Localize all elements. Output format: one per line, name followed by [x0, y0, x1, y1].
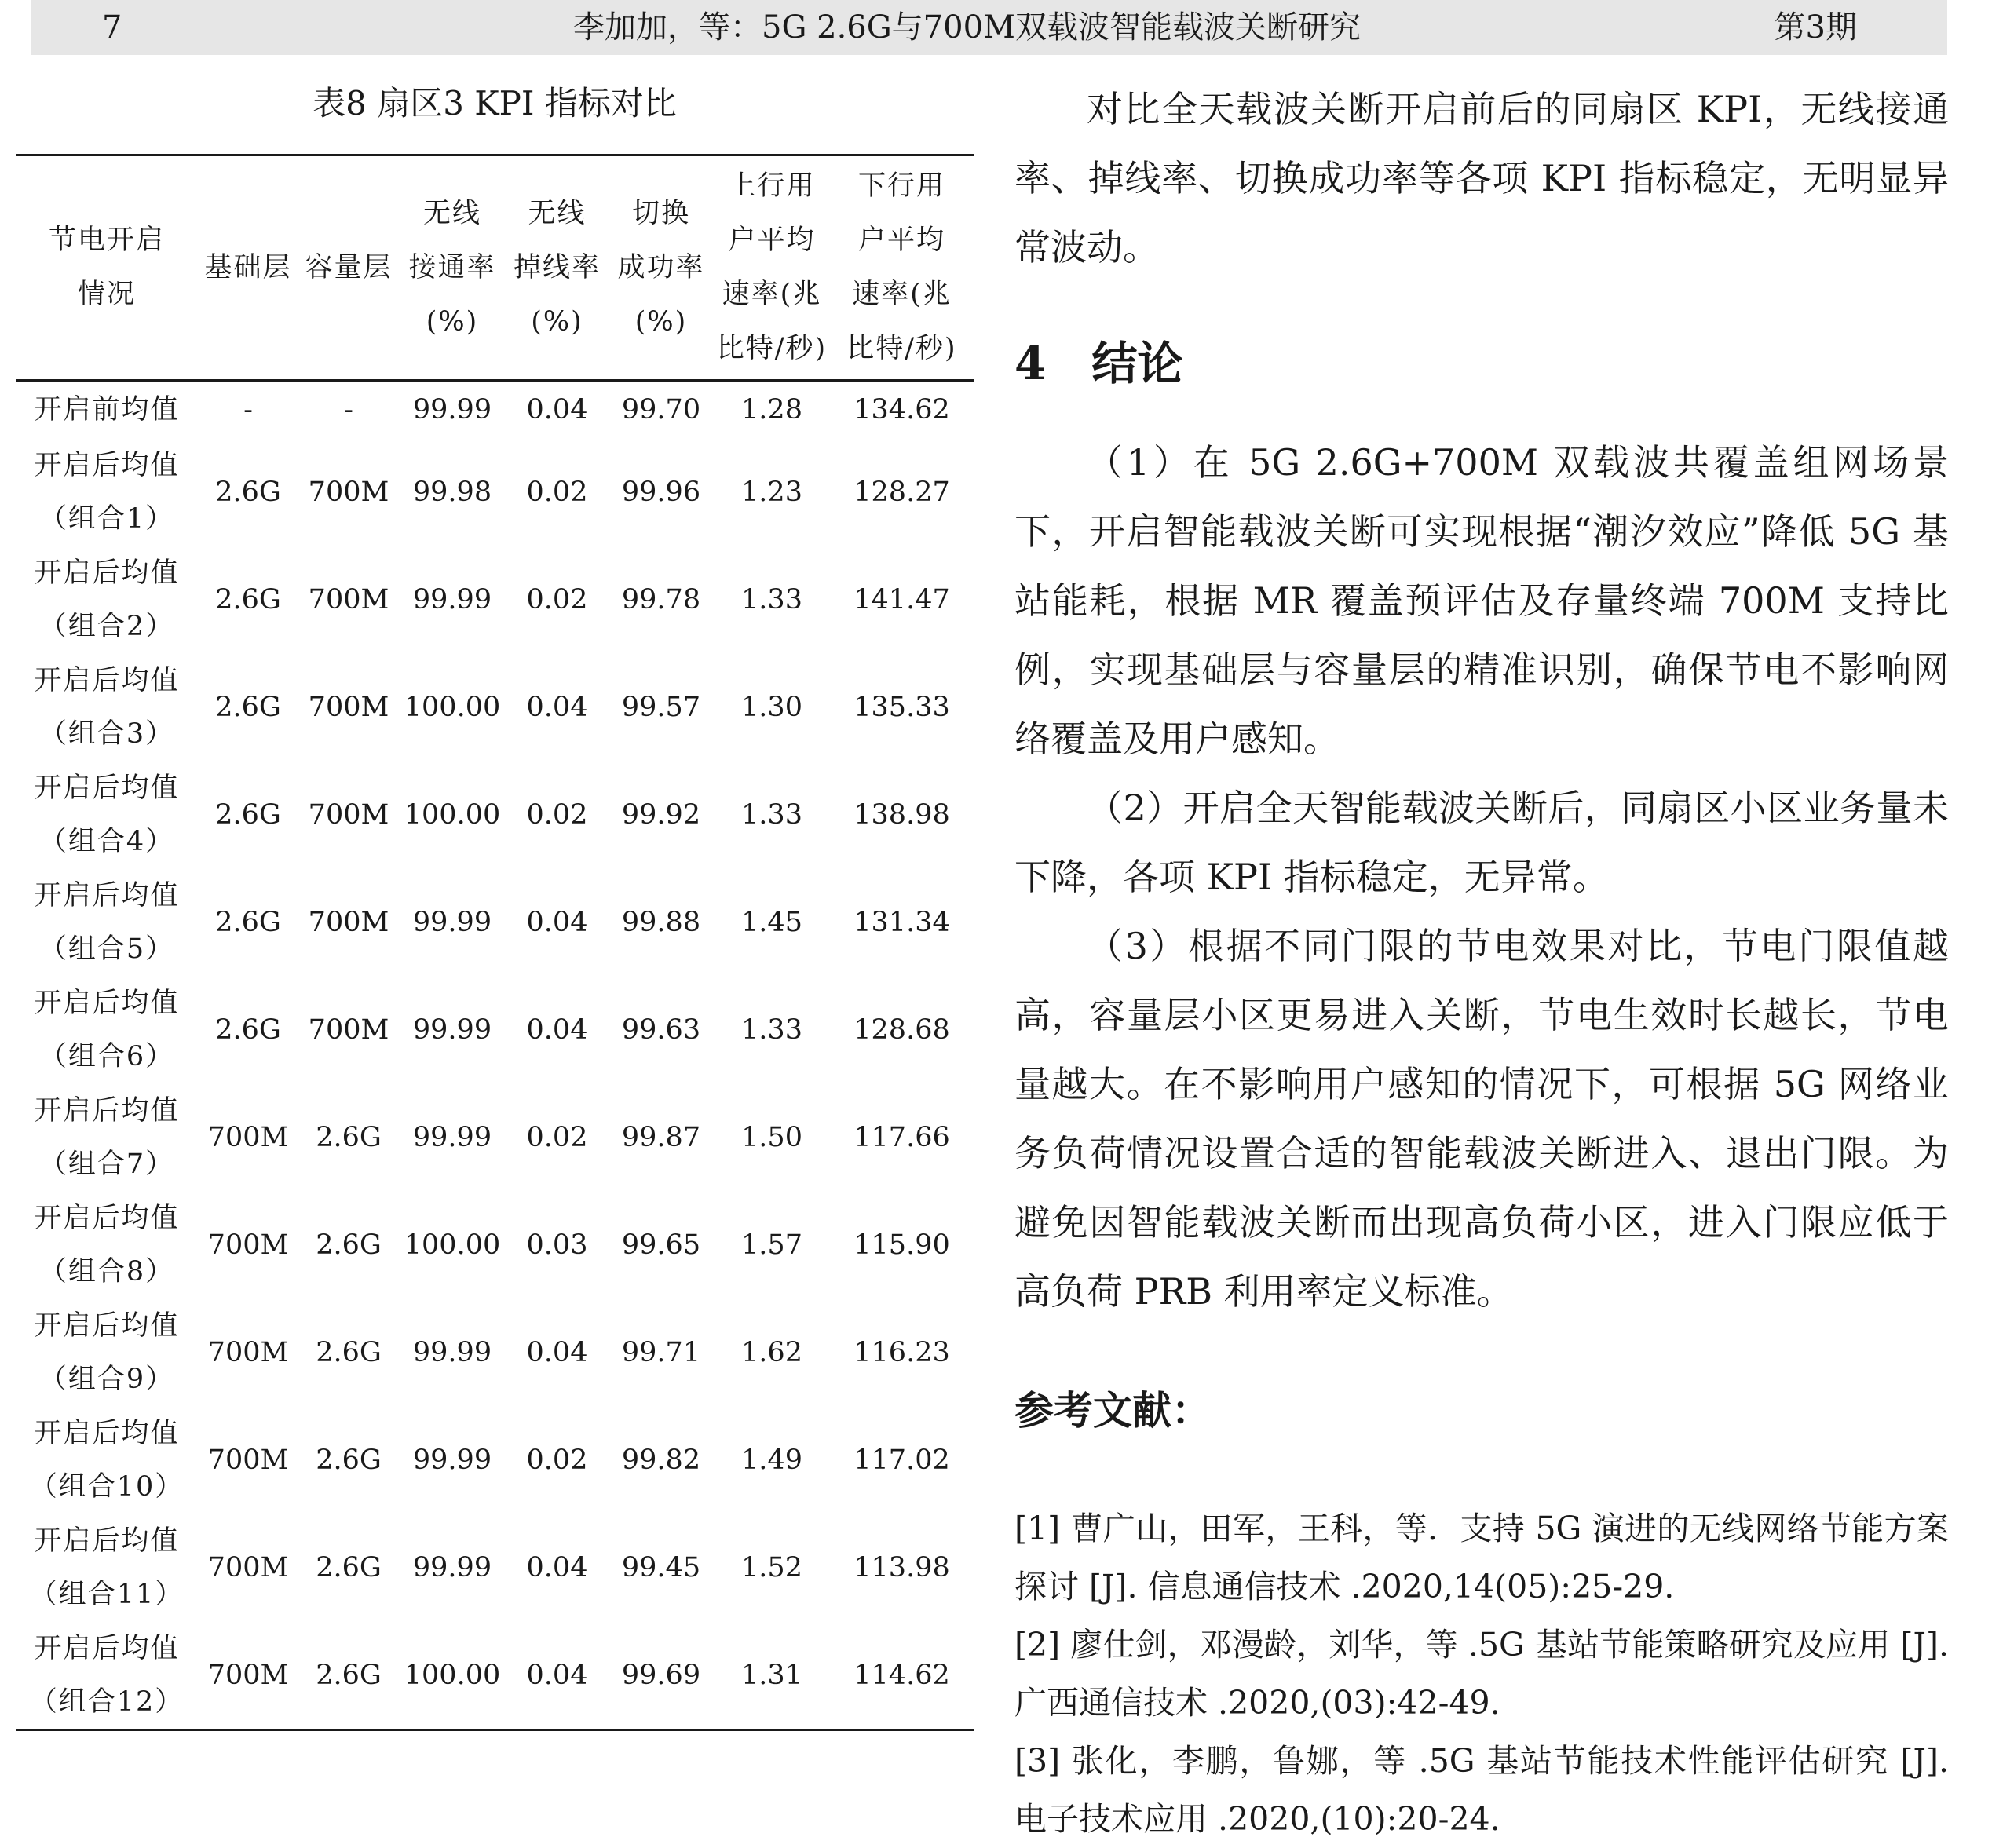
row-label-cell	[16, 1514, 198, 1621]
table-caption: 表8 扇区3 KPI 指标对比	[313, 84, 677, 122]
column-header-line: (%)	[426, 305, 479, 338]
capacity-layer-cell: 700M	[308, 583, 389, 615]
handover-rate-cell: 99.96	[621, 476, 701, 508]
handover-rate-cell: 99.65	[621, 1229, 701, 1261]
table-row	[16, 381, 974, 439]
drop-rate-cell: 0.02	[526, 583, 588, 615]
capacity-layer-cell: 700M	[308, 906, 389, 938]
base-layer-cell: 2.6G	[215, 906, 281, 938]
column-header-line: 户平均	[857, 225, 945, 256]
row-label-line: 开启后均值	[34, 664, 180, 696]
row-label-cell	[16, 976, 198, 1083]
reference-item: [1] 曹广山，田军，王科，等．支持 5G 演进的无线网络节能方案探讨 [J]. 信息通信技术 .2020,14(05):25-29.	[1014, 1510, 1949, 1605]
access-rate-cell: 99.99	[412, 394, 492, 425]
base-layer-cell: 2.6G	[215, 798, 281, 831]
column-header-line: 上行用	[728, 170, 816, 202]
downlink-rate-cell: 113.98	[853, 1551, 950, 1583]
intro-block	[1014, 75, 1949, 282]
base-layer-cell: 2.6G	[215, 691, 281, 723]
handover-rate-cell: 99.45	[621, 1551, 701, 1583]
section-heading: 4 结论	[1014, 337, 1183, 390]
conclusion-block	[1014, 428, 1949, 1326]
row-label-line: 开启后均值	[34, 772, 180, 804]
column-header-line: 速率(兆	[852, 279, 952, 310]
row-label-cell	[16, 1083, 198, 1191]
column-header	[830, 155, 974, 381]
uplink-rate-cell: 1.33	[741, 583, 802, 615]
conclusion-paragraph-3: （3）根据不同门限的节电效果对比，节电门限值越高，容量层小区更易进入关断，节电生效时长越长，节电量越大。在不影响用户感知的情况下，可根据 5G 网络业务负荷情况设置合适的智能载波关断进入、退出门限。为避免因智能载波关断而出现高负荷小区，进入门限应低于高负荷 PRB 利用率定义标准。	[1014, 925, 1949, 1313]
access-rate-cell: 99.99	[412, 1121, 492, 1153]
downlink-rate-cell: 114.62	[830, 1621, 974, 1730]
column-header	[609, 155, 714, 381]
table-row	[16, 976, 974, 1083]
column-header-line: 比特/秒)	[716, 333, 828, 364]
capacity-layer-cell: 2.6G	[316, 1336, 382, 1368]
uplink-rate-cell: 1.57	[741, 1229, 802, 1261]
row-label-cell	[16, 546, 198, 653]
capacity-layer-cell: 700M	[308, 691, 389, 723]
column-header-line: (%)	[634, 305, 688, 338]
handover-rate-cell: 99.57	[621, 691, 701, 723]
row-label-line: （组合1）	[38, 502, 175, 535]
issue-number: 第3期	[1774, 9, 1857, 46]
access-rate-cell: 99.99	[412, 1444, 492, 1476]
table-body	[16, 381, 974, 1730]
column-header-line: 掉线率	[513, 251, 601, 283]
row-label-line: 开启后均值	[34, 1525, 180, 1557]
table-row	[16, 1083, 974, 1191]
column-header-line: (%)	[531, 305, 583, 338]
row-label-line: 开启前均值	[34, 394, 180, 425]
row-label-line: （组合12）	[29, 1685, 185, 1718]
uplink-rate-cell: 1.23	[741, 476, 802, 508]
base-layer-cell: 700M	[198, 1621, 298, 1730]
uplink-rate-cell: 1.62	[741, 1336, 802, 1368]
row-label-cell	[16, 1298, 198, 1406]
capacity-layer-cell: 2.6G	[316, 1229, 382, 1261]
references-title: 参考文献：	[1014, 1387, 1211, 1433]
capacity-layer-cell: 2.6G	[298, 1621, 399, 1730]
handover-rate-cell: 99.92	[621, 798, 701, 831]
uplink-rate-cell: 1.30	[741, 691, 802, 723]
downlink-rate-cell: 117.02	[853, 1444, 950, 1476]
column-header-line: 容量层	[305, 251, 393, 283]
uplink-rate-cell: 1.28	[741, 394, 802, 425]
column-header	[198, 155, 298, 381]
handover-rate-cell: 99.71	[621, 1336, 701, 1368]
uplink-rate-cell: 1.33	[741, 1013, 802, 1046]
reference-item: [3] 张化，李鹏，鲁娜，等 .5G 基站节能技术性能评估研究 [J]. 电子技术应用 .2020,(10):20-24.	[1014, 1742, 1949, 1838]
table-row	[16, 1514, 974, 1621]
drop-rate-cell: 0.04	[526, 691, 588, 723]
downlink-rate-cell: 128.27	[853, 476, 950, 508]
row-label-cell	[16, 868, 198, 976]
downlink-rate-cell: 115.90	[853, 1229, 950, 1261]
access-rate-cell: 100.00	[404, 798, 501, 831]
drop-rate-cell: 0.04	[526, 394, 588, 425]
kpi-table-container	[16, 154, 974, 1731]
drop-rate-cell: 0.04	[526, 906, 588, 938]
base-layer-cell: 700M	[207, 1229, 289, 1261]
row-label-line: （组合9）	[38, 1363, 175, 1395]
handover-rate-cell: 99.69	[609, 1621, 714, 1730]
row-label-cell	[16, 381, 198, 439]
capacity-layer-cell: 2.6G	[316, 1121, 382, 1153]
row-label-line: （组合6）	[38, 1040, 175, 1072]
uplink-rate-cell: 1.50	[741, 1121, 802, 1153]
drop-rate-cell: 0.02	[526, 798, 588, 831]
table-header-row	[16, 155, 974, 381]
column-header	[506, 155, 609, 381]
base-layer-cell: -	[243, 394, 253, 425]
row-label-line: 开启后均值	[34, 1309, 180, 1342]
drop-rate-cell: 0.02	[526, 1444, 588, 1476]
row-label-line: 开启后均值	[34, 1094, 180, 1127]
column-header-line: 情况	[77, 279, 136, 310]
table-row	[16, 761, 974, 868]
base-layer-cell: 2.6G	[215, 1013, 281, 1046]
row-label-line: （组合4）	[38, 825, 175, 857]
conclusion-paragraph-2: （2）开启全天智能载波关断后，同扇区小区业务量未下降，各项 KPI 指标稳定，无异常。	[1014, 787, 1949, 898]
access-rate-cell: 99.99	[412, 583, 492, 615]
column-header-line: 比特/秒)	[846, 333, 957, 364]
conclusion-paragraph-1: （1）在 5G 2.6G+700M 双载波共覆盖组网场景下，开启智能载波关断可实现根据“潮汐效应”降低 5G 基站能耗，根据 MR 覆盖预评估及存量终端 700M 支持比例，实现基础层与容量层的精准识别，确保节电不影响网络覆盖及用户感知。	[1014, 441, 1949, 760]
uplink-rate-cell: 1.52	[741, 1551, 802, 1583]
column-header	[298, 155, 399, 381]
capacity-layer-cell: 2.6G	[316, 1444, 382, 1476]
row-label-line: 开启后均值	[34, 557, 180, 589]
handover-rate-cell: 99.78	[621, 583, 701, 615]
handover-rate-cell: 99.63	[621, 1013, 701, 1046]
downlink-rate-cell: 128.68	[853, 1013, 950, 1046]
row-label-cell	[16, 438, 198, 546]
handover-rate-cell: 99.82	[621, 1444, 701, 1476]
row-label-line: （组合11）	[29, 1578, 185, 1610]
running-header	[31, 0, 1947, 55]
downlink-rate-cell: 138.98	[853, 798, 950, 831]
downlink-rate-cell: 116.23	[853, 1336, 950, 1368]
capacity-layer-cell: 700M	[308, 798, 389, 831]
row-label-cell	[16, 761, 198, 868]
drop-rate-cell: 0.04	[526, 1013, 588, 1046]
table-row	[16, 868, 974, 976]
row-label-line: 开启后均值	[34, 1202, 180, 1234]
downlink-rate-cell: 135.33	[853, 691, 950, 723]
drop-rate-cell: 0.04	[506, 1621, 609, 1730]
capacity-layer-cell: 700M	[308, 476, 389, 508]
access-rate-cell: 99.98	[412, 476, 492, 508]
row-label-cell	[16, 1406, 198, 1514]
base-layer-cell: 700M	[207, 1121, 289, 1153]
drop-rate-cell: 0.02	[526, 1121, 588, 1153]
base-layer-cell: 700M	[207, 1551, 289, 1583]
table-row	[16, 1621, 974, 1730]
uplink-rate-cell: 1.45	[741, 906, 802, 938]
column-header-line: 接通率	[408, 251, 496, 283]
table-row	[16, 1191, 974, 1298]
column-header-line: 下行用	[857, 170, 945, 202]
access-rate-cell: 99.99	[412, 1013, 492, 1046]
column-header	[399, 155, 506, 381]
row-label-line: （组合10）	[29, 1470, 185, 1503]
page-number: 7	[102, 9, 122, 46]
capacity-layer-cell: 2.6G	[316, 1551, 382, 1583]
row-label-line: （组合2）	[38, 610, 175, 642]
handover-rate-cell: 99.87	[621, 1121, 701, 1153]
capacity-layer-cell: -	[344, 394, 353, 425]
column-header-line: 无线	[528, 197, 587, 229]
downlink-rate-cell: 131.34	[853, 906, 950, 938]
column-header-line: 户平均	[728, 225, 816, 256]
column-header-line: 成功率	[617, 251, 705, 283]
column-header-line: 速率(兆	[722, 279, 822, 310]
column-header	[714, 155, 830, 381]
table-row	[16, 438, 974, 546]
references-list	[1014, 1499, 1949, 1848]
row-label-line: （组合3）	[38, 718, 175, 750]
reference-item: [2] 廖仕剑，邓漫龄，刘华，等 .5G 基站节能策略研究及应用 [J]. 广西通信技术 .2020,(03):42-49.	[1014, 1626, 1949, 1722]
column-header-line: 节电开启	[48, 225, 165, 256]
access-rate-cell: 99.99	[412, 906, 492, 938]
table-row	[16, 1298, 974, 1406]
base-layer-cell: 2.6G	[215, 476, 281, 508]
column-header-line: 无线	[422, 197, 481, 229]
row-label-cell	[16, 653, 198, 761]
uplink-rate-cell: 1.33	[741, 798, 802, 831]
drop-rate-cell: 0.02	[526, 476, 588, 508]
column-header	[16, 155, 198, 381]
row-label-cell	[16, 1191, 198, 1298]
capacity-layer-cell: 700M	[308, 1013, 389, 1046]
access-rate-cell: 100.00	[399, 1621, 506, 1730]
access-rate-cell: 99.99	[412, 1551, 492, 1583]
access-rate-cell: 99.99	[412, 1336, 492, 1368]
access-rate-cell: 100.00	[404, 1229, 501, 1261]
drop-rate-cell: 0.03	[526, 1229, 588, 1261]
row-label-line: （组合5）	[38, 933, 175, 965]
column-header-line: 切换	[631, 197, 690, 229]
row-label-line: 开启后均值	[34, 449, 180, 481]
base-layer-cell: 2.6G	[215, 583, 281, 615]
table-row	[16, 546, 974, 653]
row-label-line: 开启后均值	[34, 987, 180, 1019]
handover-rate-cell: 99.88	[621, 906, 701, 938]
row-label-line: 开启后均值	[34, 879, 180, 911]
base-layer-cell: 700M	[207, 1336, 289, 1368]
drop-rate-cell: 0.04	[526, 1551, 588, 1583]
drop-rate-cell: 0.04	[526, 1336, 588, 1368]
row-label-cell	[16, 1621, 198, 1730]
uplink-rate-cell: 1.49	[741, 1444, 802, 1476]
handover-rate-cell: 99.70	[621, 394, 701, 425]
kpi-comparison-table	[16, 154, 974, 1731]
column-header-line: 基础层	[204, 251, 292, 283]
row-label-line: 开启后均值	[34, 1417, 180, 1449]
downlink-rate-cell: 141.47	[853, 583, 950, 615]
downlink-rate-cell: 134.62	[853, 394, 950, 425]
table-row	[16, 653, 974, 761]
base-layer-cell: 700M	[207, 1444, 289, 1476]
row-label-line: （组合7）	[38, 1148, 175, 1180]
row-label-line: 开启后均值	[34, 1632, 180, 1664]
downlink-rate-cell: 117.66	[853, 1121, 950, 1153]
row-label-line: （组合8）	[38, 1255, 175, 1287]
intro-paragraph: 对比全天载波关断开启前后的同扇区 KPI，无线接通率、掉线率、切换成功率等各项 KPI 指标稳定，无明显异常波动。	[1014, 88, 1949, 268]
table-row	[16, 1406, 974, 1514]
uplink-rate-cell: 1.31	[714, 1621, 830, 1730]
running-title: 李加加，等：5G 2.6G与700M双载波智能载波关断研究	[573, 9, 1361, 46]
access-rate-cell: 100.00	[404, 691, 501, 723]
